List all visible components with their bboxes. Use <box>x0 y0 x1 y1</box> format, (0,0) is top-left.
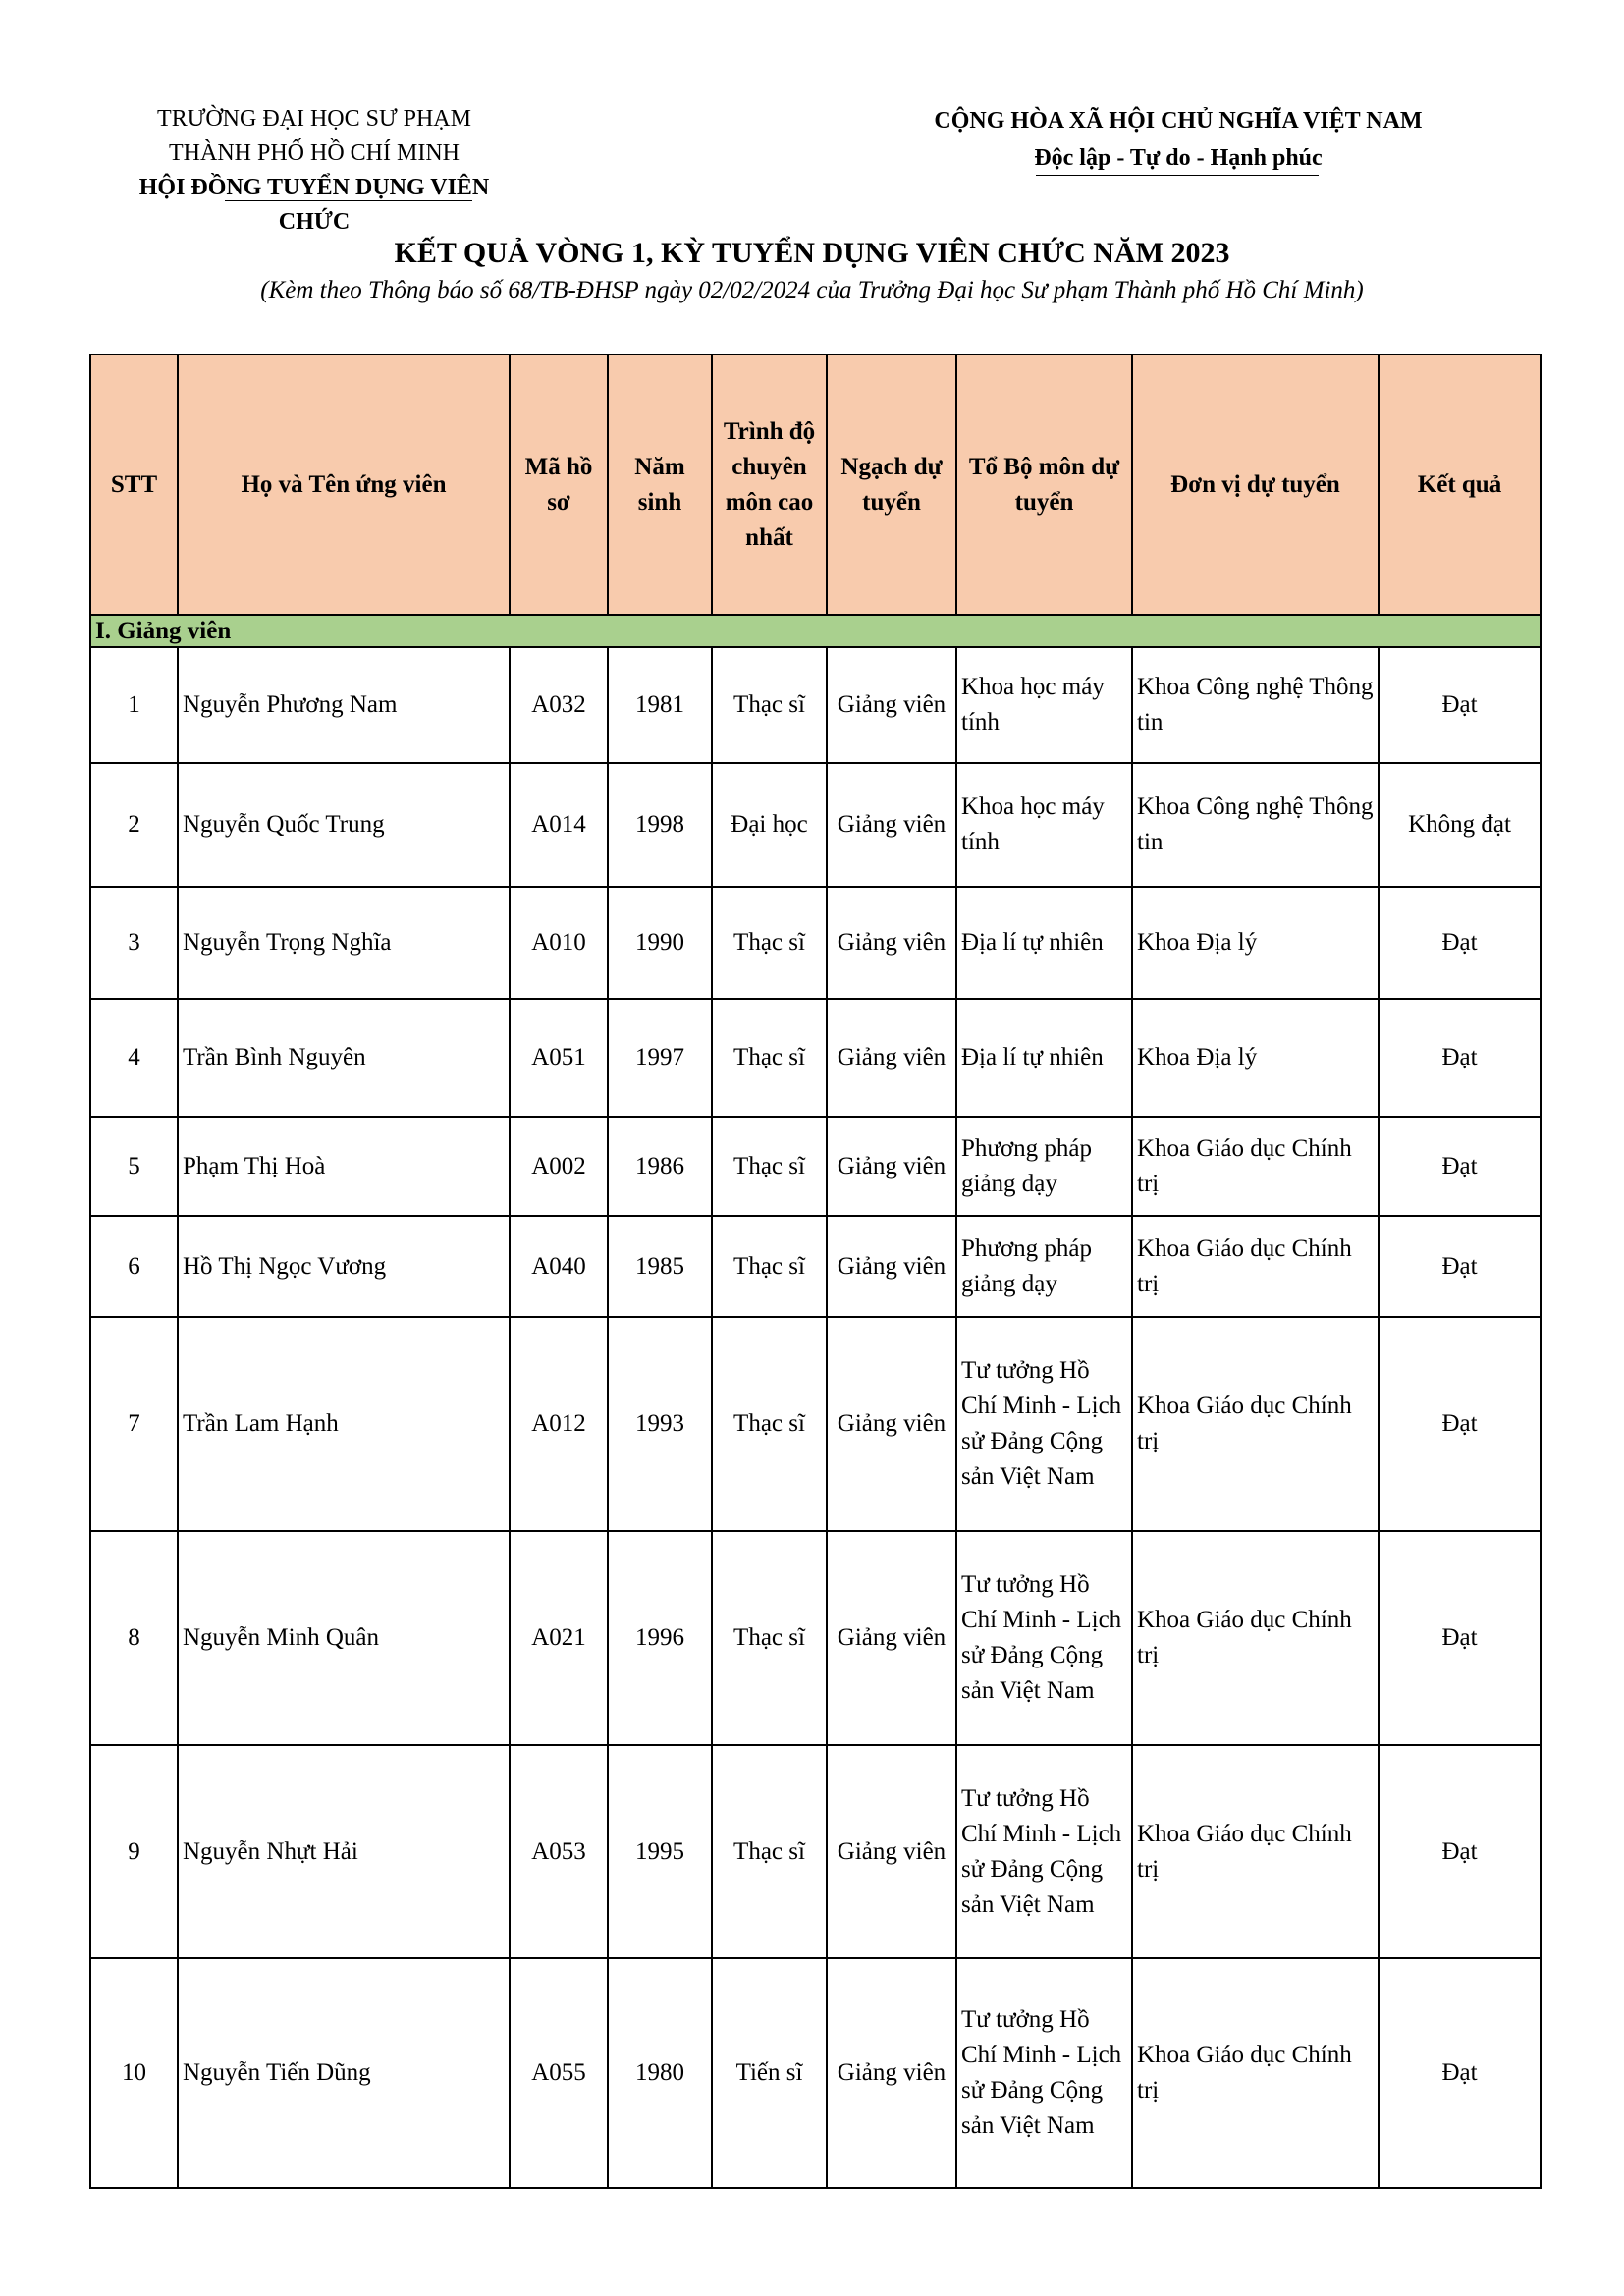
cell-rank: Giảng viên <box>827 1958 956 2188</box>
cell-name: Trần Bình Nguyên <box>178 999 510 1117</box>
cell-year: 1996 <box>608 1531 712 1745</box>
cell-rank: Giảng viên <box>827 1117 956 1216</box>
national-title: CỘNG HÒA XÃ HỘI CHỦ NGHĨA VIỆT NAM <box>934 108 1423 134</box>
cell-code: A002 <box>510 1117 608 1216</box>
cell-result: Đạt <box>1379 999 1541 1117</box>
cell-stt: 6 <box>90 1216 178 1317</box>
cell-dept: Địa lí tự nhiên <box>956 887 1132 999</box>
cell-level: Tiến sĩ <box>712 1958 827 2188</box>
results-table <box>89 354 1542 2189</box>
cell-unit: Khoa Địa lý <box>1132 999 1379 1117</box>
cell-result: Đạt <box>1379 1958 1541 2188</box>
cell-dept: Tư tưởng Hồ Chí Minh - Lịch sử Đảng Cộng sản Việt Nam <box>956 1745 1132 1958</box>
cell-code: A012 <box>510 1317 608 1531</box>
document-subtitle: (Kèm theo Thông báo số 68/TB-ĐHSP ngày 02/02/2024 của Trưởng Đại học Sư phạm Thành phố Hồ Chí Minh) <box>260 277 1364 303</box>
header-code: Mã hồ sơ <box>510 355 608 615</box>
issuer-underline <box>225 200 472 201</box>
cell-dept: Phương pháp giảng dạy <box>956 1117 1132 1216</box>
cell-code: A053 <box>510 1745 608 1958</box>
cell-stt: 10 <box>90 1958 178 2188</box>
national-motto-block <box>854 102 1502 177</box>
cell-year: 1986 <box>608 1117 712 1216</box>
cell-result: Đạt <box>1379 887 1541 999</box>
cell-code: A021 <box>510 1531 608 1745</box>
issuer-university: TRƯỜNG ĐẠI HỌC SƯ PHẠM <box>157 106 471 132</box>
cell-year: 1990 <box>608 887 712 999</box>
table-row <box>90 887 1541 999</box>
cell-rank: Giảng viên <box>827 647 956 763</box>
cell-rank: Giảng viên <box>827 763 956 887</box>
cell-dept: Tư tưởng Hồ Chí Minh - Lịch sử Đảng Cộng sản Việt Nam <box>956 1317 1132 1531</box>
table-row <box>90 763 1541 887</box>
cell-stt: 7 <box>90 1317 178 1531</box>
document-title: KẾT QUẢ VÒNG 1, KỲ TUYỂN DỤNG VIÊN CHỨC NĂM 2023 <box>394 237 1230 269</box>
cell-rank: Giảng viên <box>827 999 956 1117</box>
cell-unit: Khoa Giáo dục Chính trị <box>1132 1216 1379 1317</box>
cell-code: A014 <box>510 763 608 887</box>
cell-level: Thạc sĩ <box>712 999 827 1117</box>
cell-year: 1993 <box>608 1317 712 1531</box>
table-row <box>90 1531 1541 1745</box>
section-row <box>90 615 1541 647</box>
cell-level: Thạc sĩ <box>712 1317 827 1531</box>
cell-level: Thạc sĩ <box>712 1216 827 1317</box>
cell-year: 1981 <box>608 647 712 763</box>
cell-result: Đạt <box>1379 647 1541 763</box>
table-row <box>90 1117 1541 1216</box>
cell-level: Đại học <box>712 763 827 887</box>
table-row <box>90 1216 1541 1317</box>
table-row <box>90 1317 1541 1531</box>
cell-result: Đạt <box>1379 1117 1541 1216</box>
table-header-row <box>90 355 1541 615</box>
cell-rank: Giảng viên <box>827 1745 956 1958</box>
cell-unit: Khoa Địa lý <box>1132 887 1379 999</box>
motto-underline <box>1036 175 1319 176</box>
cell-level: Thạc sĩ <box>712 1117 827 1216</box>
table-row <box>90 1958 1541 2188</box>
header-dept: Tổ Bộ môn dự tuyển <box>956 355 1132 615</box>
header-result: Kết quả <box>1379 355 1541 615</box>
cell-dept: Phương pháp giảng dạy <box>956 1216 1132 1317</box>
cell-year: 1997 <box>608 999 712 1117</box>
cell-unit: Khoa Công nghệ Thông tin <box>1132 647 1379 763</box>
cell-dept: Tư tưởng Hồ Chí Minh - Lịch sử Đảng Cộng sản Việt Nam <box>956 1958 1132 2188</box>
cell-stt: 4 <box>90 999 178 1117</box>
cell-code: A051 <box>510 999 608 1117</box>
header-level: Trình độ chuyên môn cao nhất <box>712 355 827 615</box>
cell-stt: 8 <box>90 1531 178 1745</box>
section-label: I. Giảng viên <box>90 615 1541 647</box>
cell-stt: 9 <box>90 1745 178 1958</box>
cell-stt: 3 <box>90 887 178 999</box>
cell-result: Đạt <box>1379 1216 1541 1317</box>
header-year: Năm sinh <box>608 355 712 615</box>
cell-unit: Khoa Công nghệ Thông tin <box>1132 763 1379 887</box>
cell-name: Phạm Thị Hoà <box>178 1117 510 1216</box>
cell-unit: Khoa Giáo dục Chính trị <box>1132 1531 1379 1745</box>
cell-name: Hồ Thị Ngọc Vương <box>178 1216 510 1317</box>
cell-name: Nguyễn Nhựt Hải <box>178 1745 510 1958</box>
cell-year: 1995 <box>608 1745 712 1958</box>
cell-year: 1980 <box>608 1958 712 2188</box>
cell-name: Nguyễn Minh Quân <box>178 1531 510 1745</box>
cell-result: Không đạt <box>1379 763 1541 887</box>
table-row <box>90 999 1541 1117</box>
cell-dept: Khoa học máy tính <box>956 763 1132 887</box>
cell-unit: Khoa Giáo dục Chính trị <box>1132 1958 1379 2188</box>
issuer-council: HỘI ĐỒNG TUYỂN DỤNG VIÊN CHỨC <box>138 175 490 235</box>
cell-rank: Giảng viên <box>827 1531 956 1745</box>
cell-code: A055 <box>510 1958 608 2188</box>
cell-code: A032 <box>510 647 608 763</box>
cell-unit: Khoa Giáo dục Chính trị <box>1132 1117 1379 1216</box>
cell-result: Đạt <box>1379 1745 1541 1958</box>
issuer-city: THÀNH PHỐ HỒ CHÍ MINH <box>169 140 460 166</box>
header-stt: STT <box>90 355 178 615</box>
cell-dept: Tư tưởng Hồ Chí Minh - Lịch sử Đảng Cộng sản Việt Nam <box>956 1531 1132 1745</box>
cell-name: Trần Lam Hạnh <box>178 1317 510 1531</box>
cell-code: A010 <box>510 887 608 999</box>
table-row <box>90 1745 1541 1958</box>
header-rank: Ngạch dự tuyển <box>827 355 956 615</box>
cell-result: Đạt <box>1379 1531 1541 1745</box>
cell-unit: Khoa Giáo dục Chính trị <box>1132 1317 1379 1531</box>
cell-dept: Địa lí tự nhiên <box>956 999 1132 1117</box>
cell-stt: 5 <box>90 1117 178 1216</box>
cell-name: Nguyễn Trọng Nghĩa <box>178 887 510 999</box>
cell-rank: Giảng viên <box>827 1317 956 1531</box>
cell-level: Thạc sĩ <box>712 887 827 999</box>
national-motto: Độc lập - Tự do - Hạnh phúc <box>1034 145 1323 171</box>
cell-level: Thạc sĩ <box>712 647 827 763</box>
header-name: Họ và Tên ứng viên <box>178 355 510 615</box>
header-unit: Đơn vị dự tuyển <box>1132 355 1379 615</box>
cell-name: Nguyễn Quốc Trung <box>178 763 510 887</box>
cell-level: Thạc sĩ <box>712 1745 827 1958</box>
cell-result: Đạt <box>1379 1317 1541 1531</box>
issuer-block <box>110 102 518 240</box>
cell-code: A040 <box>510 1216 608 1317</box>
cell-unit: Khoa Giáo dục Chính trị <box>1132 1745 1379 1958</box>
cell-rank: Giảng viên <box>827 1216 956 1317</box>
cell-stt: 2 <box>90 763 178 887</box>
cell-year: 1998 <box>608 763 712 887</box>
cell-dept: Khoa học máy tính <box>956 647 1132 763</box>
table-row <box>90 647 1541 763</box>
cell-name: Nguyễn Tiến Dũng <box>178 1958 510 2188</box>
cell-year: 1985 <box>608 1216 712 1317</box>
cell-level: Thạc sĩ <box>712 1531 827 1745</box>
cell-rank: Giảng viên <box>827 887 956 999</box>
cell-stt: 1 <box>90 647 178 763</box>
cell-name: Nguyễn Phương Nam <box>178 647 510 763</box>
